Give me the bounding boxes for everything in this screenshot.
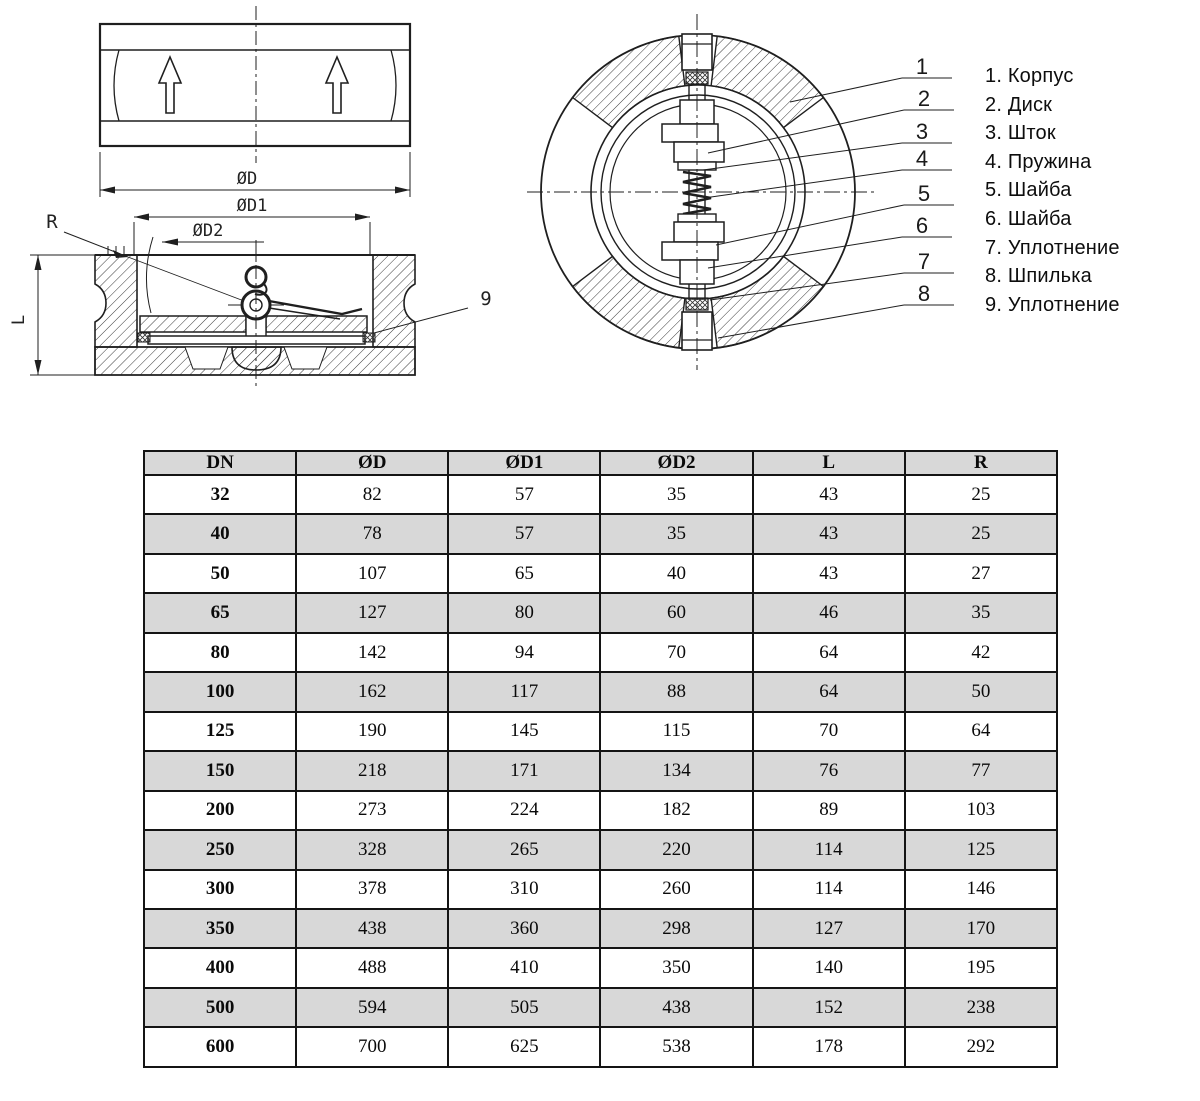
value-cell: 65 <box>448 554 600 593</box>
column-header: ØD1 <box>448 451 600 475</box>
value-cell: 171 <box>448 751 600 790</box>
dn-cell: 100 <box>144 672 296 711</box>
value-cell: 292 <box>905 1027 1057 1067</box>
value-cell: 107 <box>296 554 448 593</box>
dn-cell: 65 <box>144 593 296 632</box>
parts-legend <box>985 62 1195 319</box>
dimension-od1 <box>134 196 370 254</box>
dim-label-l: L <box>9 314 29 326</box>
value-cell: 127 <box>296 593 448 632</box>
value-cell: 94 <box>448 633 600 672</box>
dn-cell: 200 <box>144 791 296 830</box>
table-row <box>144 514 1057 553</box>
callout-4-label: 4 <box>915 146 929 171</box>
value-cell: 360 <box>448 909 600 948</box>
value-cell: 40 <box>600 554 752 593</box>
value-cell: 162 <box>296 672 448 711</box>
value-cell: 57 <box>448 475 600 514</box>
value-cell: 43 <box>753 554 905 593</box>
table-row <box>144 909 1057 948</box>
dim-label-r: R <box>46 211 58 233</box>
value-cell: 70 <box>753 712 905 751</box>
value-cell: 238 <box>905 988 1057 1027</box>
value-cell: 145 <box>448 712 600 751</box>
value-cell: 35 <box>905 593 1057 632</box>
legend-item: 4. Пружина <box>985 150 1092 173</box>
value-cell: 35 <box>600 475 752 514</box>
value-cell: 114 <box>753 870 905 909</box>
value-cell: 224 <box>448 791 600 830</box>
value-cell: 142 <box>296 633 448 672</box>
value-cell: 218 <box>296 751 448 790</box>
dimension-table <box>143 450 1058 1068</box>
value-cell: 127 <box>753 909 905 948</box>
value-cell: 82 <box>296 475 448 514</box>
column-header: DN <box>144 451 296 475</box>
value-cell: 594 <box>296 988 448 1027</box>
table-row <box>144 948 1057 987</box>
value-cell: 152 <box>753 988 905 1027</box>
dn-cell: 150 <box>144 751 296 790</box>
callout-3-label: 3 <box>915 119 929 144</box>
dn-cell: 300 <box>144 870 296 909</box>
dim-label-od2: ØD2 <box>192 221 224 241</box>
table-row <box>144 1027 1057 1067</box>
table-row <box>144 712 1057 751</box>
callout-6-label: 6 <box>915 213 929 238</box>
value-cell: 273 <box>296 791 448 830</box>
value-cell: 488 <box>296 948 448 987</box>
value-cell: 70 <box>600 633 752 672</box>
value-cell: 182 <box>600 791 752 830</box>
value-cell: 77 <box>905 751 1057 790</box>
value-cell: 25 <box>905 514 1057 553</box>
table-body <box>144 475 1057 1067</box>
column-header: L <box>753 451 905 475</box>
dn-cell: 250 <box>144 830 296 869</box>
table-row <box>144 633 1057 672</box>
value-cell: 310 <box>448 870 600 909</box>
value-cell: 115 <box>600 712 752 751</box>
front-view <box>527 14 874 370</box>
value-cell: 625 <box>448 1027 600 1067</box>
value-cell: 538 <box>600 1027 752 1067</box>
value-cell: 114 <box>753 830 905 869</box>
value-cell: 25 <box>905 475 1057 514</box>
callout-8-label: 8 <box>917 281 931 306</box>
value-cell: 505 <box>448 988 600 1027</box>
value-cell: 700 <box>296 1027 448 1067</box>
flow-arrow-icon <box>159 57 181 113</box>
legend-item: 1. Корпус <box>985 65 1074 87</box>
callout-9-label: 9 <box>480 288 492 310</box>
value-cell: 260 <box>600 870 752 909</box>
table-row <box>144 830 1057 869</box>
value-cell: 410 <box>448 948 600 987</box>
flow-arrow-icon <box>326 57 348 113</box>
dn-cell: 600 <box>144 1027 296 1067</box>
value-cell: 80 <box>448 593 600 632</box>
value-cell: 57 <box>448 514 600 553</box>
legend-item: 2. Диск <box>985 93 1053 116</box>
legend-item: 6. Шайба <box>985 207 1072 230</box>
column-header: ØD2 <box>600 451 752 475</box>
value-cell: 170 <box>905 909 1057 948</box>
legend-item: 8. Шпилька <box>985 265 1092 288</box>
value-cell: 134 <box>600 751 752 790</box>
value-cell: 117 <box>448 672 600 711</box>
dn-cell: 400 <box>144 948 296 987</box>
value-cell: 195 <box>905 948 1057 987</box>
value-cell: 88 <box>600 672 752 711</box>
value-cell: 50 <box>905 672 1057 711</box>
dn-cell: 50 <box>144 554 296 593</box>
front-callouts <box>703 54 954 338</box>
value-cell: 89 <box>753 791 905 830</box>
value-cell: 125 <box>905 830 1057 869</box>
value-cell: 190 <box>296 712 448 751</box>
value-cell: 42 <box>905 633 1057 672</box>
value-cell: 46 <box>753 593 905 632</box>
value-cell: 103 <box>905 791 1057 830</box>
value-cell: 328 <box>296 830 448 869</box>
legend-item: 7. Уплотнение <box>985 236 1120 259</box>
value-cell: 298 <box>600 909 752 948</box>
column-header: ØD <box>296 451 448 475</box>
value-cell: 43 <box>753 514 905 553</box>
value-cell: 43 <box>753 475 905 514</box>
value-cell: 140 <box>753 948 905 987</box>
section-view <box>95 240 415 386</box>
legend-item: 3. Шток <box>985 122 1056 145</box>
legend-item: 5. Шайба <box>985 179 1072 202</box>
value-cell: 64 <box>753 633 905 672</box>
dim-label-od1: ØD1 <box>236 196 268 216</box>
dim-label-od: ØD <box>236 169 258 189</box>
dn-cell: 125 <box>144 712 296 751</box>
table-row <box>144 751 1057 790</box>
callout-1-label: 1 <box>915 54 929 79</box>
column-header: R <box>905 451 1057 475</box>
callout-2-label: 2 <box>917 86 931 111</box>
dn-cell: 80 <box>144 633 296 672</box>
value-cell: 60 <box>600 593 752 632</box>
legend-item: 9. Уплотнение <box>985 293 1120 316</box>
value-cell: 438 <box>600 988 752 1027</box>
table-row <box>144 870 1057 909</box>
value-cell: 64 <box>905 712 1057 751</box>
value-cell: 378 <box>296 870 448 909</box>
dn-cell: 32 <box>144 475 296 514</box>
value-cell: 78 <box>296 514 448 553</box>
table-row <box>144 988 1057 1027</box>
table-row <box>144 672 1057 711</box>
value-cell: 178 <box>753 1027 905 1067</box>
table-header-row <box>144 451 1057 475</box>
value-cell: 220 <box>600 830 752 869</box>
value-cell: 27 <box>905 554 1057 593</box>
table-row <box>144 554 1057 593</box>
side-view <box>100 6 410 163</box>
dn-cell: 40 <box>144 514 296 553</box>
dimension-od <box>100 152 410 197</box>
callout-7-label: 7 <box>917 249 931 274</box>
dn-cell: 350 <box>144 909 296 948</box>
dimension-l <box>9 255 95 375</box>
value-cell: 438 <box>296 909 448 948</box>
table-row <box>144 475 1057 514</box>
table-row <box>144 593 1057 632</box>
value-cell: 265 <box>448 830 600 869</box>
value-cell: 350 <box>600 948 752 987</box>
table-row <box>144 791 1057 830</box>
value-cell: 76 <box>753 751 905 790</box>
value-cell: 146 <box>905 870 1057 909</box>
dn-cell: 500 <box>144 988 296 1027</box>
value-cell: 64 <box>753 672 905 711</box>
callout-5-label: 5 <box>917 181 931 206</box>
value-cell: 35 <box>600 514 752 553</box>
